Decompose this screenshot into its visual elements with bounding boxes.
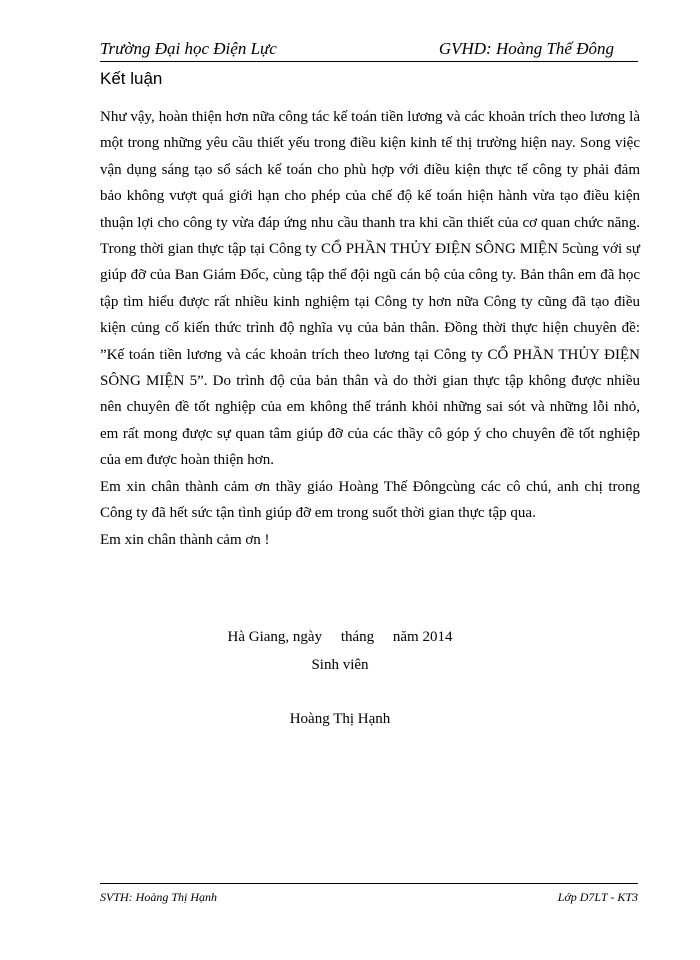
page-footer xyxy=(100,883,638,906)
signature-block xyxy=(200,626,480,730)
page-header xyxy=(100,38,638,62)
body-text xyxy=(100,104,640,553)
section-title: Kết luận xyxy=(100,69,163,88)
header-advisor: GVHD: Hoàng Thế Đông xyxy=(438,39,614,58)
footer-class: Lớp D7LT - KT3 xyxy=(557,890,638,904)
paragraph-main: Như vậy, hoàn thiện hơn nữa công tác kế toán tiền lương và các khoản trích theo lương là một trong những yêu cầu thiết yếu trong điều kiện kinh tế thị trường hiện nay. Song việc vận dụng sáng tạo sổ sách kế toán cho phù hợp với điều kiện thực tế công ty phải đảm bảo không vượt quá giới hạn cho phép của chế độ kế toán hiện hành vừa tạo điều kiện thuận lợi cho công ty vừa đáp ứng nhu cầu thanh tra khi cần thiết của cơ quan chức năng. Trong thời gian thực tập tại Công ty CỔ PHẦN THỦY ĐIỆN SÔNG MIỆN 5cùng với sự giúp đỡ của Ban Giám Đốc, cùng tập thể đội ngũ cán bộ của công ty. Bản thân em đã học tập tìm hiểu được rất nhiều kinh nghiệm tại Công ty hơn nữa Công ty cũng đã tạo điều kiện củng cố kiến thức trình độ nghĩa vụ của bản thân. Đồng thời thực hiện chuyên đề: ”Kế toán tiền lương và các khoản trích theo lương tại Công ty CỔ PHẦN THỦY ĐIỆN SÔNG MIỆN 5”. Do trình độ của bản thân và do thời gian thực tập không được nhiều nên chuyên đề tốt nghiệp của em không thể tránh khỏi những sai sót và những lỗi nhỏ, em rất mong được sự quan tâm giúp đỡ của các thầy cô góp ý cho chuyên đề tốt nghiệp của em được hoàn thiện hơn. xyxy=(100,109,640,469)
signature-place-date: Hà Giang, ngày tháng năm 2014 xyxy=(227,629,453,645)
paragraph-closing: Em xin chân thành cảm ơn ! xyxy=(100,531,270,548)
signature-name: Hoàng Thị Hạnh xyxy=(289,711,391,727)
header-school: Trường Đại học Điện Lực xyxy=(100,39,277,58)
footer-student: SVTH: Hoàng Thị Hạnh xyxy=(100,890,218,904)
signature-role: Sinh viên xyxy=(311,657,369,673)
paragraph-thanks: Em xin chân thành cảm ơn thầy giáo Hoàng Thế Đôngcùng các cô chú, anh chị trong Công ty đã hết sức tận tình giúp đỡ em trong suốt thời gian thực tập qua. xyxy=(100,478,640,522)
